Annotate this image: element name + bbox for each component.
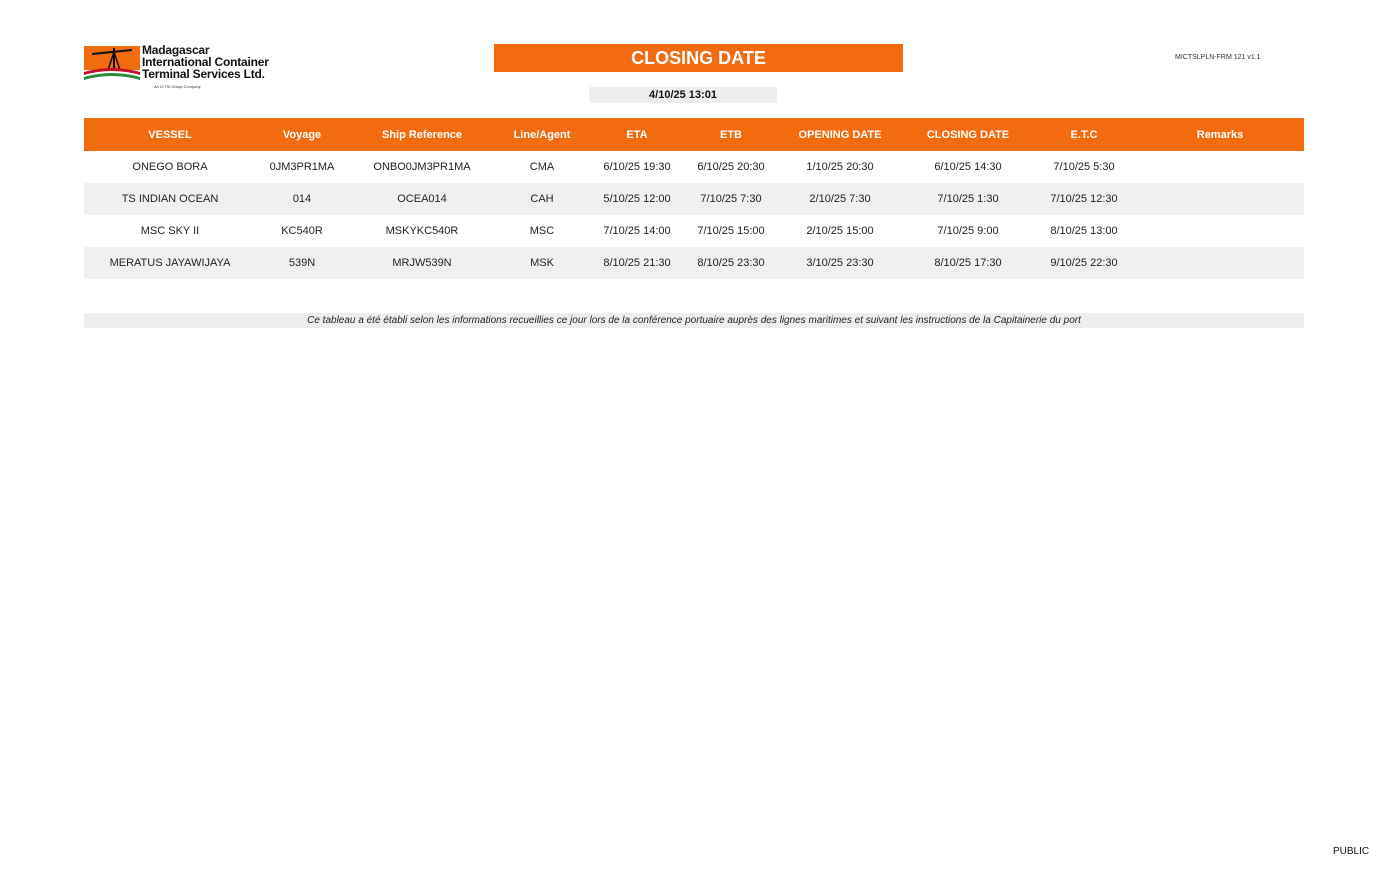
cell-eta: 7/10/25 14:00 — [603, 225, 671, 237]
cell-ship-reference: MRJW539N — [392, 257, 452, 269]
table-row — [84, 151, 1304, 183]
column-header-vessel: VESSEL — [148, 128, 192, 141]
company-logo — [84, 44, 284, 92]
cell-opening-date: 2/10/25 15:00 — [806, 225, 874, 237]
cell-opening-date: 1/10/25 20:30 — [806, 161, 874, 173]
table-row — [84, 247, 1304, 279]
cell-eta: 6/10/25 19:30 — [603, 161, 671, 173]
cell-etc: 8/10/25 13:00 — [1050, 225, 1118, 237]
cell-line-agent: MSC — [529, 225, 555, 237]
column-header-voyage: Voyage — [282, 128, 322, 141]
company-name — [142, 44, 269, 80]
cell-vessel: TS INDIAN OCEAN — [121, 193, 219, 205]
company-name-line1: Madagascar — [142, 43, 210, 57]
cell-etb: 8/10/25 23:30 — [697, 257, 765, 269]
cell-vessel: ONEGO BORA — [132, 161, 208, 173]
cell-ship-reference: OCEA014 — [397, 193, 447, 205]
table-row — [84, 215, 1304, 247]
cell-closing-date: 6/10/25 14:30 — [934, 161, 1002, 173]
cell-closing-date: 7/10/25 9:00 — [937, 225, 999, 237]
column-header-ship-reference: Ship Reference — [381, 128, 463, 141]
cell-etb: 7/10/25 15:00 — [697, 225, 765, 237]
company-name-line3: Terminal Services Ltd. — [142, 67, 265, 81]
crane-logo-icon — [84, 44, 140, 84]
table-header — [84, 118, 1304, 151]
classification-label: PUBLIC — [1333, 846, 1370, 857]
cell-line-agent: CAH — [530, 193, 554, 205]
table-row — [84, 183, 1304, 215]
cell-voyage: 539N — [288, 257, 316, 269]
cell-opening-date: 2/10/25 7:30 — [809, 193, 871, 205]
cell-closing-date: 7/10/25 1:30 — [937, 193, 999, 205]
page-title: CLOSING DATE — [494, 44, 903, 72]
report-date: 4/10/25 13:01 — [589, 87, 777, 103]
column-header-opening-date: OPENING DATE — [798, 128, 882, 141]
column-header-eta: ETA — [626, 128, 648, 141]
column-header-etc: E.T.C — [1070, 128, 1098, 141]
cell-voyage: 014 — [292, 193, 312, 205]
form-code: MICTSLPLN-FRM 121 v1.1 — [1175, 54, 1261, 61]
cell-ship-reference: MSKYKC540R — [385, 225, 459, 237]
cell-opening-date: 3/10/25 23:30 — [806, 257, 874, 269]
cell-eta: 5/10/25 12:00 — [603, 193, 671, 205]
cell-etb: 6/10/25 20:30 — [697, 161, 765, 173]
cell-closing-date: 8/10/25 17:30 — [934, 257, 1002, 269]
cell-etc: 9/10/25 22:30 — [1050, 257, 1118, 269]
cell-voyage: 0JM3PR1MA — [269, 161, 335, 173]
cell-eta: 8/10/25 21:30 — [603, 257, 671, 269]
cell-etb: 7/10/25 7:30 — [700, 193, 762, 205]
cell-ship-reference: ONBO0JM3PR1MA — [373, 161, 471, 173]
cell-vessel: MSC SKY II — [140, 225, 200, 237]
company-tagline: An ICTSI Group Company — [154, 84, 201, 89]
cell-voyage: KC540R — [281, 225, 323, 237]
cell-etc: 7/10/25 5:30 — [1053, 161, 1115, 173]
column-header-remarks: Remarks — [1196, 128, 1244, 141]
column-header-line-agent: Line/Agent — [513, 128, 571, 141]
cell-line-agent: CMA — [529, 161, 555, 173]
company-name-line2: International Container — [142, 55, 269, 69]
closing-date-table — [84, 118, 1304, 279]
table-footnote: Ce tableau a été établi selon les informations recueillies ce jour lors de la conférence portuaire auprès des lignes maritimes et suivant les instructions de la Capitainerie du port — [84, 313, 1304, 328]
cell-line-agent: MSK — [530, 257, 554, 269]
column-header-etb: ETB — [720, 128, 742, 141]
cell-etc: 7/10/25 12:30 — [1050, 193, 1118, 205]
cell-vessel: MERATUS JAYAWIJAYA — [109, 257, 231, 269]
column-header-closing-date: CLOSING DATE — [926, 128, 1010, 141]
